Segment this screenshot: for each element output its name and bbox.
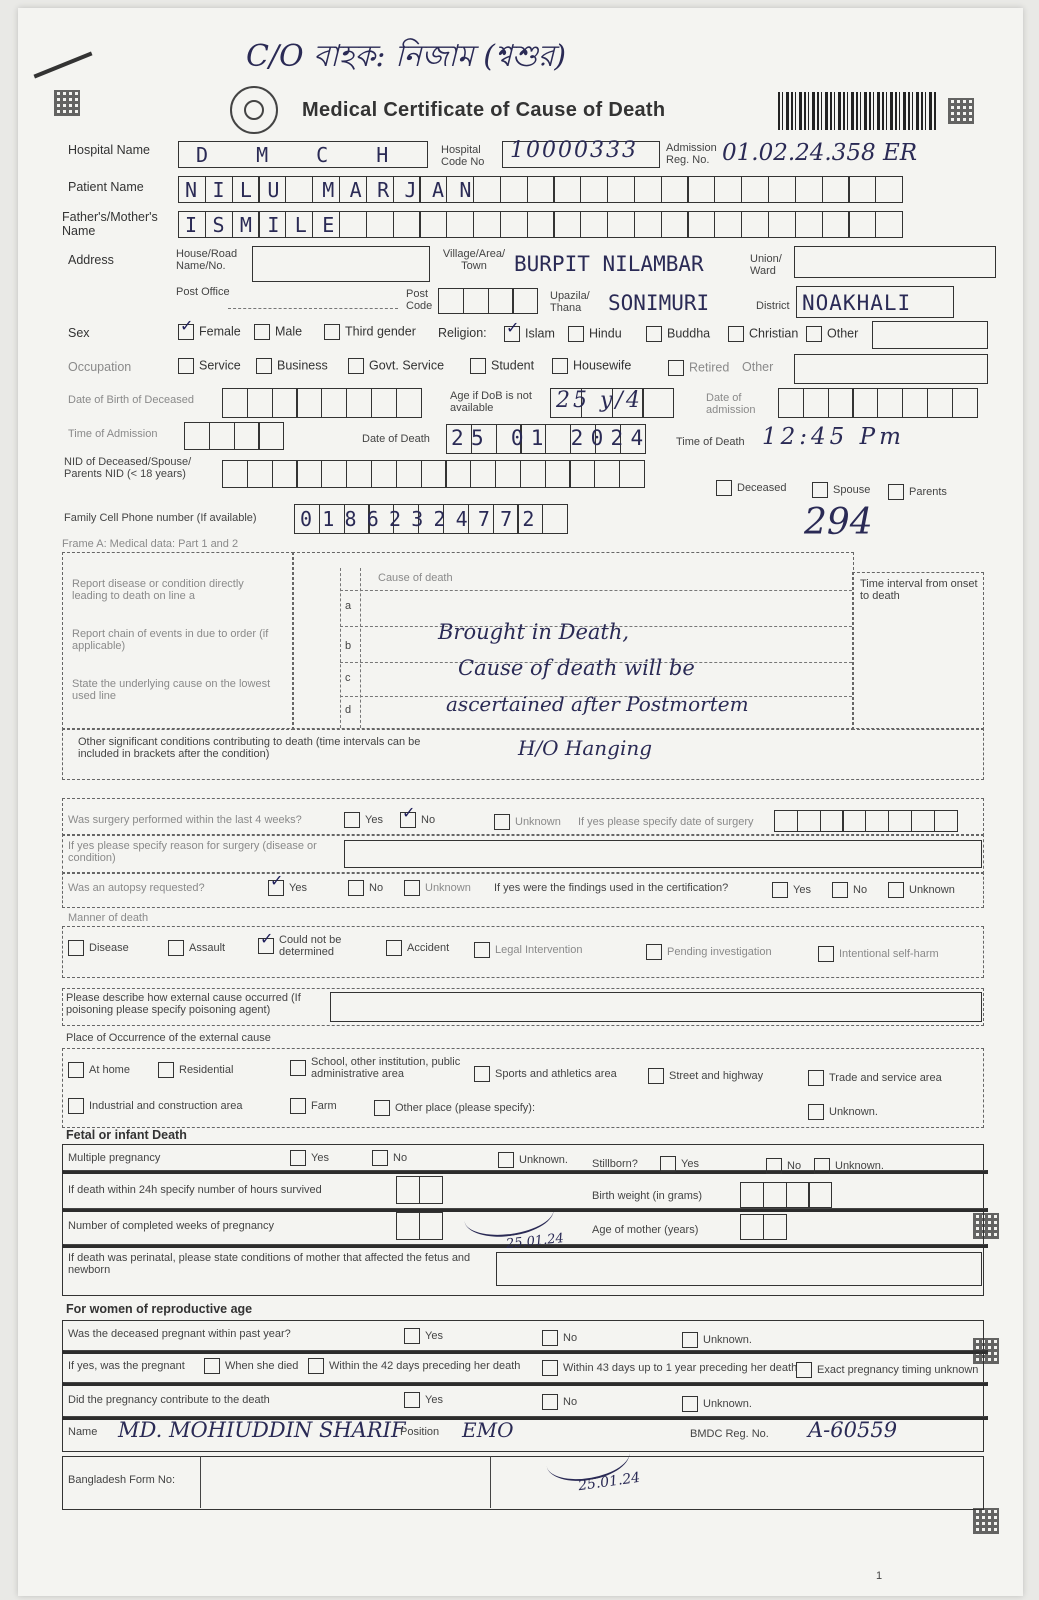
checkbox-street-highway[interactable] [648,1068,664,1084]
occupation-govt-service[interactable]: Govt. Service [348,358,444,374]
timing-43-days[interactable]: Within 43 days up to 1 year preceding her death [542,1360,797,1376]
village-area-label: Village/Area/ Town [442,248,506,272]
religion-other[interactable]: Other [806,326,858,342]
multiple-no[interactable]: No [372,1150,407,1166]
checkbox-contribute-unknown[interactable] [682,1396,698,1412]
surgery-date-field[interactable] [774,810,957,832]
frame-a-rule [340,590,852,591]
checkbox-residential[interactable] [158,1062,174,1078]
hospital-name-value: D M C H [196,143,407,167]
women-rule [62,1350,988,1354]
phone-label: Family Cell Phone number (If available) [64,512,257,524]
certifier-name-value: MD. MOHIUDDIN SHARIF [118,1418,406,1442]
birth-weight-label: Birth weight (in grams) [592,1190,703,1202]
checkbox-nid-spouse[interactable] [812,482,828,498]
place-sports[interactable]: Sports and athletics area [474,1066,617,1082]
checkbox-nid-parents[interactable] [888,484,904,500]
date-admission-field[interactable] [778,388,977,418]
hospital-name-label: Hospital Name [68,143,150,157]
findings-question: If yes were the findings used in the certification? [494,882,729,894]
nid-deceased[interactable]: Deceased [716,480,787,496]
checkbox-contribute-no[interactable] [542,1394,558,1410]
checkbox-other-religion[interactable] [806,326,822,342]
religion-hindu[interactable]: Hindu [568,326,622,342]
manner-disease[interactable]: Disease [68,940,129,956]
occupation-business[interactable]: Business [256,358,328,374]
contribute-no[interactable]: No [542,1394,577,1410]
row-d-letter: d [345,704,352,716]
form-no-divider [200,1456,201,1508]
stillborn-no[interactable]: No [766,1158,801,1174]
post-code-field[interactable] [438,288,537,314]
checkbox-service[interactable] [178,358,194,374]
checkbox-findings-no[interactable] [832,882,848,898]
cause-line-2: Cause of death will be [458,656,695,680]
pregnancy-contribute-question: Did the pregnancy contribute to the death [68,1394,270,1406]
findings-yes[interactable]: Yes [772,882,811,898]
checkbox-place-unknown[interactable] [808,1104,824,1120]
upazila-value: SONIMURI [608,291,710,315]
barcode [778,92,938,130]
checkbox-autopsy-no[interactable] [348,880,364,896]
sex-third-gender[interactable]: Third gender [324,324,416,340]
manner-label: Manner of death [68,912,149,924]
patient-name-label: Patient Name [68,180,144,194]
father-mother-name-value: ISMILE [185,213,350,237]
place-unknown[interactable]: Unknown. [808,1104,878,1120]
findings-unknown[interactable]: Unknown [888,882,955,898]
weeks-pregnancy-label: Number of completed weeks of pregnancy [68,1220,275,1232]
religion-islam[interactable]: ✓ Islam [504,326,555,342]
government-seal-icon [230,86,278,134]
checkbox-at-home[interactable] [68,1062,84,1078]
upazila-label: Upazila/ Thana [550,290,590,314]
checkbox-third-gender[interactable] [324,324,340,340]
women-section-title: For women of reproductive age [66,1302,253,1316]
surgery-question: Was surgery performed within the last 4 weeks? [68,814,302,826]
surgery-yes[interactable]: Yes [344,812,383,828]
checkbox-male[interactable] [254,324,270,340]
occupation-student[interactable]: Student [470,358,534,374]
row-a-letter: a [345,600,352,612]
checkbox-autopsy-yes[interactable] [268,880,284,896]
form-no-divider [490,1456,491,1508]
bmdc-value: A-60559 [808,1418,898,1442]
other-conditions-label: Other significant conditions contributing to death (time intervals can be included in brackets after the condition) [78,736,421,760]
manner-pending[interactable]: Pending investigation [646,944,772,960]
checkbox-multiple-unknown[interactable] [498,1152,514,1168]
post-code-label: Post Code [406,288,433,312]
cause-line-4: H/O Hanging [518,736,653,760]
qr-code-icon [973,1508,999,1534]
stillborn-yes[interactable]: Yes [660,1156,699,1172]
checkbox-findings-yes[interactable] [772,882,788,898]
surgery-date-label: If yes please specify date of surgery [578,816,754,828]
union-ward-label: Union/ Ward [750,253,782,277]
bmdc-label: BMDC Reg. No. [690,1428,769,1440]
sex-male[interactable]: Male [254,324,302,340]
union-ward-field[interactable] [794,246,996,278]
fetal-section-title: Fetal or infant Death [66,1128,187,1142]
checkbox-farm[interactable] [290,1098,306,1114]
checkbox-accident[interactable] [386,940,402,956]
certifier-name-label: Name [68,1426,98,1438]
age-mother-field[interactable] [740,1214,786,1240]
address-label: Address [68,253,114,267]
dob-field[interactable] [222,388,421,418]
time-death-value: 12:45 Pm [762,424,905,450]
age-label: Age if DoB is not available [450,390,532,414]
stillborn-label: Stillborn? [592,1158,638,1170]
checkbox-assault[interactable] [168,940,184,956]
hospital-code-value: 10000333 [510,138,638,163]
religion-christian[interactable]: Christian [728,326,798,342]
nid-parents[interactable]: Parents [888,484,947,500]
surgery-unknown[interactable]: Unknown [494,814,561,830]
date-death-label: Date of Death [362,433,430,445]
frame-a-title: Frame A: Medical data: Part 1 and 2 [62,538,239,550]
checkbox-multiple-no[interactable] [372,1150,388,1166]
signature-date-2: 25.01.24 [577,1469,642,1495]
admission-reg-value: 01.02.24.358 ER [722,140,918,166]
bangladesh-form-label: Bangladesh Form No: [68,1474,175,1486]
time-admission-label: Time of Admission [68,428,158,440]
checkbox-timing-unknown[interactable] [796,1362,812,1378]
checkbox-female[interactable] [178,324,194,340]
position-label: Position [400,1426,440,1438]
pregnant-question: Was the deceased pregnant within past year? [68,1328,291,1340]
checkbox-trade-service[interactable] [808,1070,824,1086]
place-other[interactable]: Other place (please specify): [374,1100,535,1116]
checkbox-pregnant-unknown[interactable] [682,1332,698,1348]
page-number: 1 [876,1570,883,1582]
date-death-value: 25 01 2024 [451,426,651,450]
contribute-unknown[interactable]: Unknown. [682,1396,752,1412]
women-rule [62,1382,988,1386]
qr-code-icon [54,90,80,116]
checkbox-school[interactable] [290,1060,306,1076]
checkbox-hindu[interactable] [568,326,584,342]
weeks-pregnancy-field[interactable] [396,1212,442,1240]
stillborn-unknown[interactable]: Unknown. [814,1158,884,1174]
checkbox-other-place[interactable] [374,1100,390,1116]
timing-unknown[interactable]: Exact pregnancy timing unknown [796,1362,978,1378]
village-area-value: BURPIT NILAMBAR [514,252,704,276]
checkbox-surgery-yes[interactable] [344,812,360,828]
checkbox-disease[interactable] [68,940,84,956]
handwritten-note: C/O বাহক: নিজাম (শ্বশুর) [246,39,567,74]
age-value: 25 y/4 [556,388,643,413]
sex-female[interactable]: ✓ Female [178,324,241,340]
timing-42-days[interactable]: Within the 42 days preceding her death [308,1358,520,1374]
patient-name-value: NILU MARJAN [185,178,487,202]
certificate-page [18,8,1023,1596]
autopsy-unknown[interactable]: Unknown [404,880,471,896]
time-death-label: Time of Death [676,436,745,448]
age-mother-label: Age of mother (years) [592,1224,699,1236]
religion-buddha[interactable]: Buddha [646,326,710,342]
position-value: EMO [462,1418,514,1442]
place-occurrence-label: Place of Occurrence of the external cause [66,1032,271,1044]
hours-survived-field[interactable] [396,1176,442,1204]
multiple-unknown[interactable]: Unknown. [498,1152,568,1168]
occupation-service[interactable]: Service [178,358,241,374]
manner-undetermined[interactable]: ✓Could not be determined [258,934,369,958]
date-admission-label: Date of admission [706,392,756,416]
perinatal-label: If death was perinatal, please state conditions of mother that affected the fetus and newborn [68,1252,471,1276]
checkbox-legal-intervention[interactable] [474,942,490,958]
autopsy-question: Was an autopsy requested? [68,882,205,894]
phone-value: 01862324772 [300,507,545,531]
perinatal-field[interactable] [496,1252,982,1286]
time-admission-field[interactable] [184,422,283,450]
checkbox-stillborn-no[interactable] [766,1158,782,1174]
serial-number-handwritten: 294 [804,502,873,543]
autopsy-yes[interactable]: ✓ Yes [268,880,307,896]
checkbox-multiple-yes[interactable] [290,1150,306,1166]
checkbox-findings-unknown[interactable] [888,882,904,898]
nid-spouse[interactable]: Spouse [812,482,870,498]
checkbox-stillborn-yes[interactable] [660,1156,676,1172]
religion-other-field[interactable] [872,321,988,349]
frame-a-row2-label: Report chain of events in due to order (if applicable) [72,628,269,652]
checkbox-student[interactable] [470,358,486,374]
place-home[interactable]: At home [68,1062,130,1078]
frame-a-row1-label: Report disease or condition directly leading to death on line a [72,578,244,602]
checkbox-pregnant-yes[interactable] [404,1328,420,1344]
checkbox-nid-deceased[interactable] [716,480,732,496]
district-value: NOAKHALI [802,291,912,315]
checkbox-could-not-be-determined[interactable] [258,938,274,954]
pen-mark [34,52,93,79]
manner-self-harm[interactable]: Intentional self-harm [818,946,939,962]
checkbox-pending-investigation[interactable] [646,944,662,960]
signature-date-1: 25.01.24 [505,1231,565,1252]
religion-label: Religion: [438,326,487,340]
place-industrial[interactable]: Industrial and construction area [68,1098,242,1114]
checkbox-when-she-died[interactable] [204,1358,220,1374]
hospital-code-label: Hospital Code No [441,144,485,168]
frame-a-row3-label: State the underlying cause on the lowest used line [72,678,271,702]
interval-header: Time interval from onset to death [860,578,978,602]
checkbox-autopsy-unknown[interactable] [404,880,420,896]
checkbox-islam[interactable] [504,326,520,342]
form-title: Medical Certificate of Cause of Death [302,99,666,121]
checkbox-buddha[interactable] [646,326,662,342]
frame-a-divider [340,568,341,728]
checkbox-business[interactable] [256,358,272,374]
occupation-other: Other [742,360,774,374]
qr-code-icon [948,98,974,124]
house-road-label: House/Road Name/No. [176,248,238,272]
pregnant-yes[interactable]: Yes [404,1328,443,1344]
manner-accident[interactable]: Accident [386,940,449,956]
checkbox-sports[interactable] [474,1066,490,1082]
checkbox-govt-service[interactable] [348,358,364,374]
place-farm[interactable]: Farm [290,1098,337,1114]
checkbox-within-43-days[interactable] [542,1360,558,1376]
external-cause-label: Please describe how external cause occurred (If poisoning please specify poisoning agent) [66,992,301,1016]
cause-line-1: Brought in Death, [438,620,630,644]
checkbox-christian[interactable] [728,326,744,342]
nid-label: NID of Deceased/Spouse/ Parents NID (< 18 years) [64,456,192,480]
multiple-pregnancy-label: Multiple pregnancy [68,1152,161,1164]
manner-assault[interactable]: Assault [168,940,225,956]
dob-label: Date of Birth of Deceased [68,394,194,406]
sex-label: Sex [68,326,90,340]
checkbox-industrial[interactable] [68,1098,84,1114]
cause-line-3: ascertained after Postmortem [446,692,749,716]
checkbox-contribute-yes[interactable] [404,1392,420,1408]
surgery-reason-field[interactable] [344,840,982,868]
pregnant-unknown[interactable]: Unknown. [682,1332,752,1348]
qr-code-icon [973,1338,999,1364]
hours-survived-label: If death within 24h specify number of hours survived [68,1184,322,1196]
post-office-label: Post Office [176,286,230,298]
row-b-letter: b [345,640,352,652]
multiple-yes[interactable]: Yes [290,1150,329,1166]
contribute-yes[interactable]: Yes [404,1392,443,1408]
checkbox-surgery-no[interactable] [400,812,416,828]
checkbox-stillborn-unknown[interactable] [814,1158,830,1174]
checkbox-retired[interactable] [668,360,684,376]
birth-weight-field[interactable] [740,1182,831,1208]
house-road-field[interactable] [252,246,430,282]
father-mother-name-label: Father's/Mother's Name [62,210,158,238]
place-school[interactable]: School, other institution, public administrative area [290,1056,461,1080]
surgery-no[interactable]: ✓ No [400,812,435,828]
checkbox-within-42-days[interactable] [308,1358,324,1374]
occupation-label: Occupation [68,360,132,374]
row-c-letter: c [345,672,351,684]
place-residential[interactable]: Residential [158,1062,233,1078]
surgery-reason-label: If yes please specify reason for surgery (disease or condition) [68,840,317,864]
place-trade[interactable]: Trade and service area [808,1070,942,1086]
external-cause-field[interactable] [330,992,982,1022]
frame-a-divider [360,568,361,728]
checkbox-surgery-unknown[interactable] [494,814,510,830]
checkbox-intentional-self-harm[interactable] [818,946,834,962]
findings-no[interactable]: No [832,882,867,898]
timing-when-died[interactable]: When she died [204,1358,298,1374]
pregnant-no[interactable]: No [542,1330,577,1346]
occupation-retired[interactable]: Retired [668,360,729,376]
district-label: District [756,300,790,312]
cause-of-death-header: Cause of death [378,572,453,584]
checkbox-housewife[interactable] [552,358,568,374]
autopsy-no[interactable]: No [348,880,383,896]
district-field[interactable] [796,286,954,318]
occupation-housewife[interactable]: Housewife [552,358,631,374]
qr-code-icon [973,1213,999,1239]
place-street[interactable]: Street and highway [648,1068,763,1084]
occupation-other-field[interactable] [794,354,988,384]
pregnancy-timing-lead: If yes, was the pregnant [68,1360,185,1372]
admission-reg-label: Admission Reg. No. [666,142,717,166]
post-office-field[interactable] [228,308,398,309]
nid-field[interactable] [222,460,644,488]
manner-legal-intervention[interactable]: Legal Intervention [474,942,582,958]
checkbox-pregnant-no[interactable] [542,1330,558,1346]
